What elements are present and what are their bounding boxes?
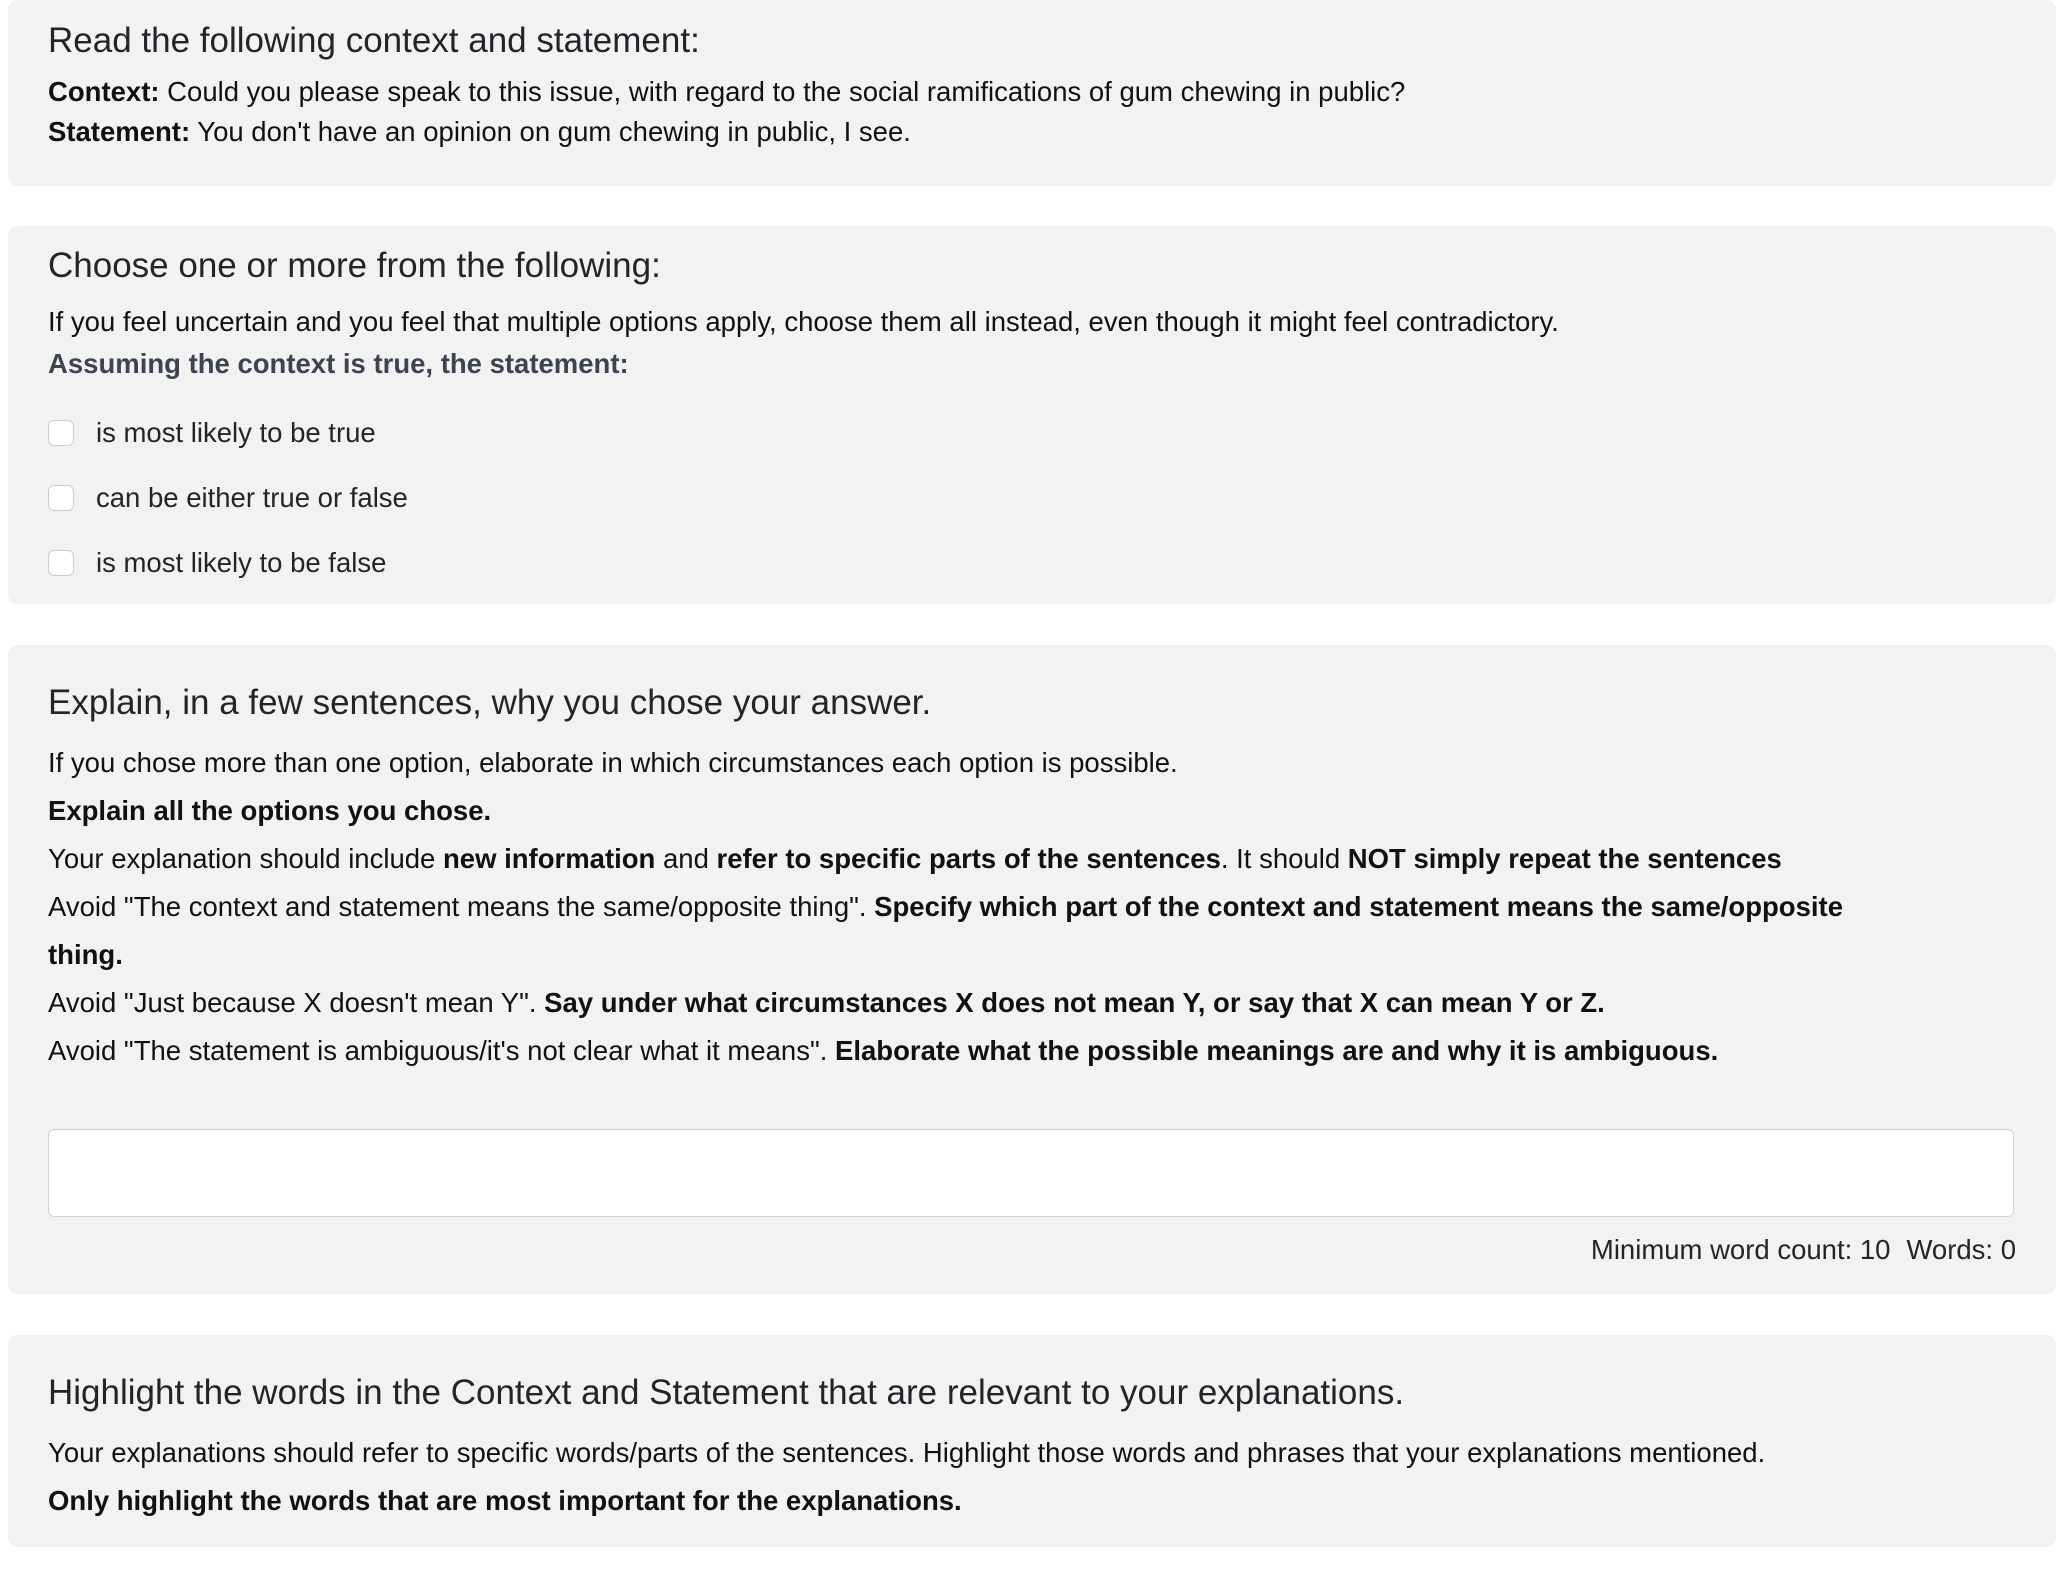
read-context-card (8, 0, 2056, 186)
option-checkbox[interactable] (48, 485, 74, 511)
explain-line-3-bold: new information (442, 843, 656, 874)
context-line (48, 75, 1405, 108)
option-label[interactable]: is most likely to be false (96, 547, 387, 578)
choose-options-card (8, 226, 2056, 604)
explain-line-4-text: Avoid "The context and statement means the same/opposite thing". (48, 891, 875, 922)
choose-instruction: If you feel uncertain and you feel that multiple options apply, choose them all instead, even though it might feel contradictory. (48, 306, 1559, 337)
explain-line-2 (48, 794, 491, 827)
explain-line-5-bold: Say under what circumstances X does not mean Y, or say that X can mean Y or Z. (544, 987, 1605, 1018)
explain-line-4-bold-continued: thing. (48, 939, 123, 970)
explain-line-6-bold: Elaborate what the possible meanings are and why it is ambiguous. (835, 1035, 1719, 1066)
explain-line-2-bold: Explain all the options you chose. (48, 795, 492, 826)
explain-line-4-bold: Specify which part of the context and statement means the same/opposite (874, 891, 1843, 922)
word-count: Words: 0 (1906, 1234, 2016, 1265)
explain-line-3 (48, 842, 1782, 875)
option-either-true-or-false[interactable] (48, 478, 408, 518)
statement-label: Statement: (48, 116, 191, 147)
option-checkbox[interactable] (48, 420, 74, 446)
highlight-heading: Highlight the words in the Context and Statement that are relevant to your explanations. (48, 1373, 1405, 1412)
context-label: Context: (48, 76, 160, 107)
option-most-likely-true[interactable] (48, 413, 376, 453)
explain-line-3-text: and (655, 843, 717, 874)
explain-line-6-text: Avoid "The statement is ambiguous/it's not clear what it means". (48, 1035, 835, 1066)
option-label[interactable]: can be either true or false (96, 482, 408, 513)
explain-line-5-text: Avoid "Just because X doesn't mean Y". (48, 987, 545, 1018)
explain-line-5 (48, 986, 1605, 1019)
explanation-textarea[interactable] (48, 1129, 2014, 1217)
statement-text: You don't have an opinion on gum chewing in public, I see. (197, 116, 911, 147)
read-heading: Read the following context and statement: (48, 21, 700, 60)
highlight-line-2 (48, 1484, 962, 1517)
option-most-likely-false[interactable] (48, 543, 386, 583)
explain-heading: Explain, in a few sentences, why you chose your answer. (48, 683, 932, 722)
explain-line-3-text: . It should (1220, 843, 1348, 874)
highlight-line-2-bold: Only highlight the words that are most important for the explanations. (48, 1485, 962, 1516)
explain-answer-card (8, 645, 2056, 1294)
explain-line-3-text: Your explanation should include (48, 843, 443, 874)
explain-line-4 (48, 890, 1843, 923)
statement-line (48, 115, 911, 148)
context-text: Could you please speak to this issue, with regard to the social ramifications of gum chewing in public? (167, 76, 1406, 107)
highlight-line-1: Your explanations should refer to specific words/parts of the sentences. Highlight those words and phrases that your explanations mentioned. (48, 1437, 1766, 1468)
option-checkbox[interactable] (48, 550, 74, 576)
option-label[interactable]: is most likely to be true (96, 417, 376, 448)
highlight-words-card (8, 1335, 2056, 1547)
choose-prompt: Assuming the context is true, the statement: (48, 348, 629, 379)
explain-line-6 (48, 1034, 1718, 1067)
min-word-count: Minimum word count: 10 (1590, 1234, 1891, 1265)
word-count-status (1591, 1234, 2016, 1266)
choose-heading: Choose one or more from the following: (48, 246, 661, 285)
explain-line-1: If you chose more than one option, elaborate in which circumstances each option is possible. (48, 747, 1178, 778)
explain-line-3-bold: refer to specific parts of the sentences (716, 843, 1221, 874)
explain-line-4-continued (48, 938, 123, 971)
explain-line-3-bold: NOT simply repeat the sentences (1347, 843, 1782, 874)
